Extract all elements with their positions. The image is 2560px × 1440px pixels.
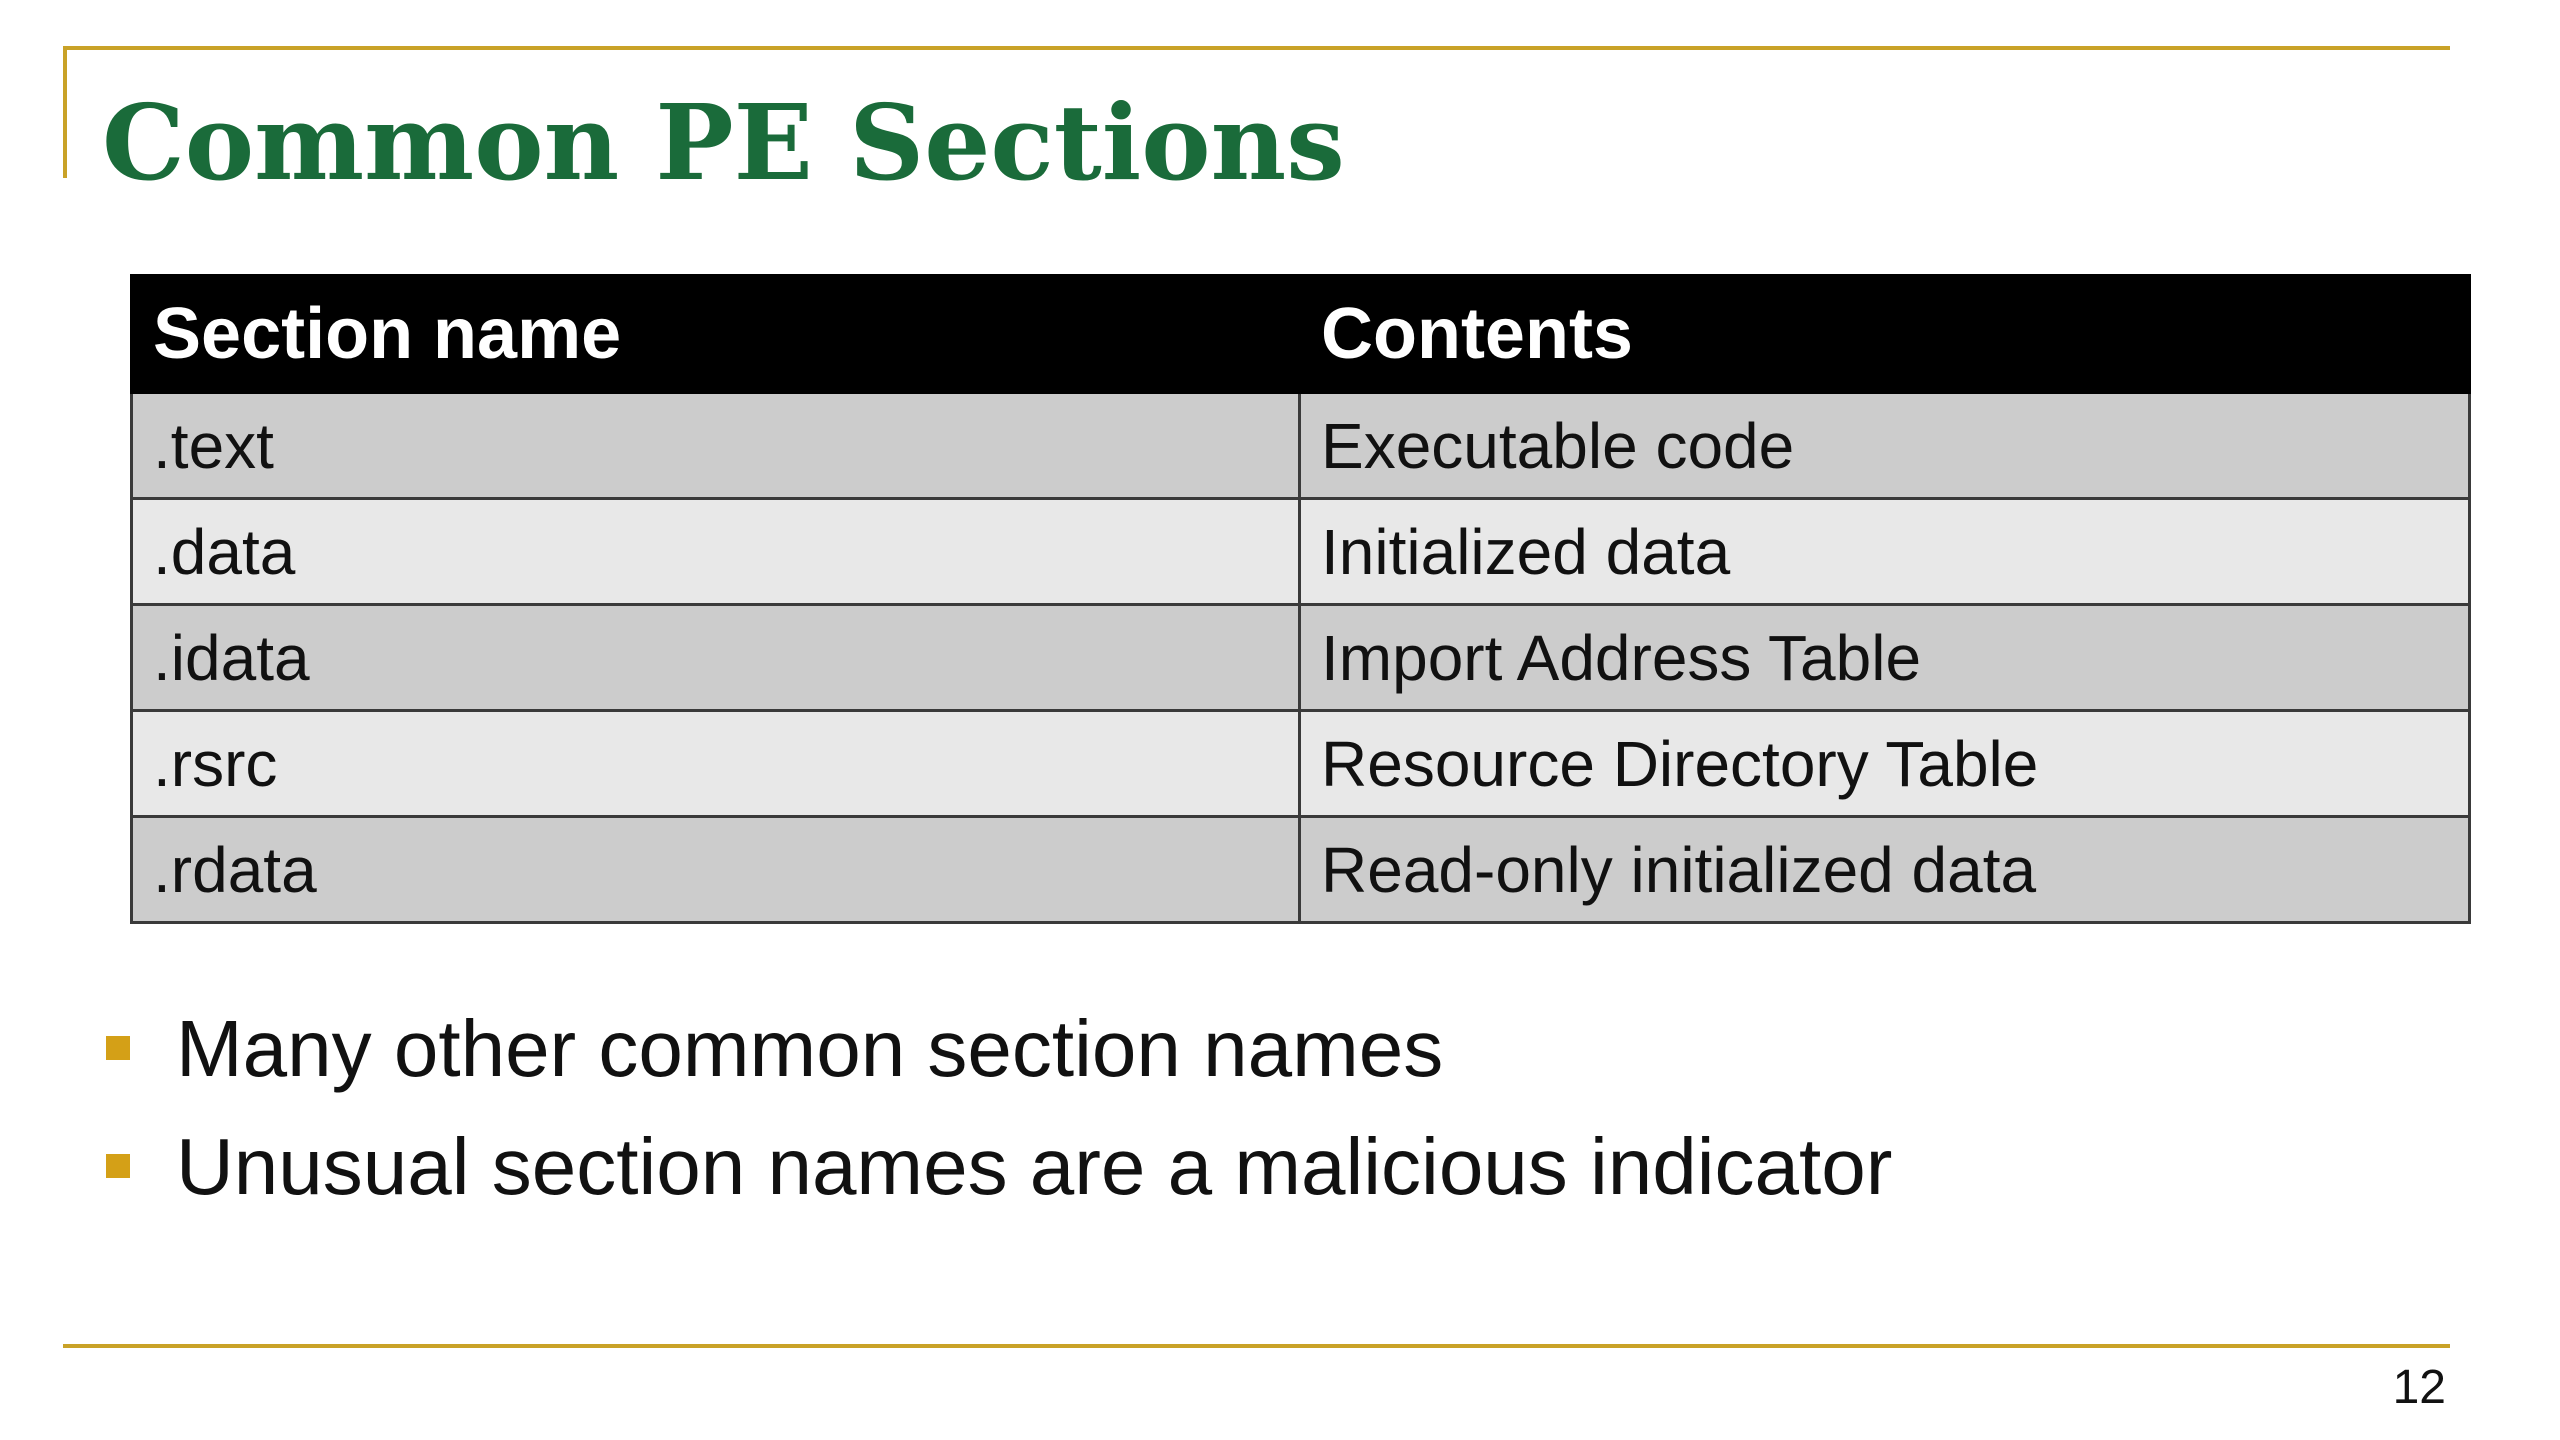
table-row <box>132 393 2470 499</box>
page-number: 12 <box>2392 1361 2446 1414</box>
section-name-cell: .idata <box>132 605 1300 711</box>
table-header-row <box>132 276 2470 393</box>
bottom-accent-rule <box>63 1344 2450 1348</box>
contents-cell: Resource Directory Table <box>1300 711 2470 817</box>
bullet-list <box>100 990 1892 1226</box>
table-row <box>132 817 2470 923</box>
table-row <box>132 499 2470 605</box>
bullet-text: Many other common section names <box>176 1004 1444 1093</box>
table-row <box>132 711 2470 817</box>
header-section-name: Section name <box>132 276 1300 393</box>
table-row <box>132 605 2470 711</box>
top-accent-rule <box>63 46 2450 50</box>
contents-cell: Executable code <box>1300 393 2470 499</box>
contents-cell: Import Address Table <box>1300 605 2470 711</box>
bullet-item <box>100 990 1892 1108</box>
bullet-item <box>100 1108 1892 1226</box>
section-name-cell: .text <box>132 393 1300 499</box>
section-name-cell: .rsrc <box>132 711 1300 817</box>
section-name-cell: .data <box>132 499 1300 605</box>
section-name-cell: .rdata <box>132 817 1300 923</box>
square-bullet-icon <box>106 1154 130 1178</box>
contents-cell: Initialized data <box>1300 499 2470 605</box>
left-accent-rule <box>63 46 67 178</box>
header-contents: Contents <box>1300 276 2470 393</box>
slide-title: Common PE Sections <box>102 81 1345 204</box>
contents-cell: Read-only initialized data <box>1300 817 2470 923</box>
pe-sections-table <box>130 274 2471 924</box>
bullet-text: Unusual section names are a malicious indicator <box>176 1122 1893 1211</box>
square-bullet-icon <box>106 1036 130 1060</box>
